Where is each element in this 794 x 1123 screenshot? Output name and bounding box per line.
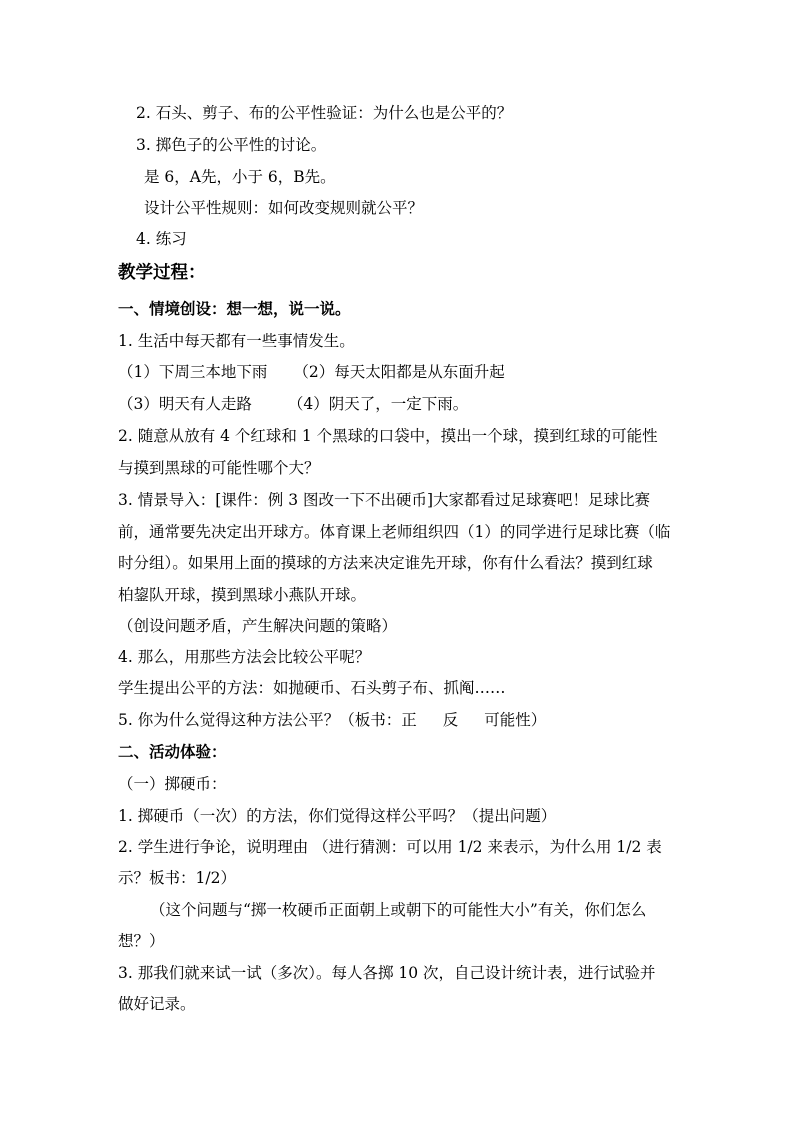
list-item: （3）明天有人走路 <box>118 395 252 413</box>
text-line: 3. 那我们就来试一试（多次）。每人各掷 10 次，自己设计统计表，进行试验并 <box>118 964 656 982</box>
text-line: 时分组）。如果用上面的摸球的方法来决定谁先开球，你有什么看法？摸到红球 <box>118 554 653 572</box>
text-line: 是 6，A先，小于 6，B先。 <box>144 168 336 186</box>
text-line: 柏鋆队开球，摸到黑球小燕队开球。 <box>118 586 367 604</box>
text-line: 1. 生活中每天都有一些事情发生。 <box>118 332 355 350</box>
text-line: 学生提出公平的方法：如抛硬币、石头剪子布、抓阄…… <box>118 679 506 697</box>
text-line: 3. 情景导入：[课件：例 3 图改一下不出硬币]大家都看过足球赛吧！足球比赛 <box>118 491 651 509</box>
list-item: （1）下周三本地下雨 <box>118 363 268 381</box>
text-segment: 反 <box>442 711 459 729</box>
text-line: 前，通常要先决定出开球方。体育课上老师组织四（1）的同学进行足球比赛（临 <box>118 523 671 541</box>
list-item: （2）每天太阳都是从东面升起 <box>293 363 505 381</box>
text-line: 4. 那么，用那些方法会比较公平呢？ <box>118 648 371 666</box>
section-heading: 一、情境创设：想一想，说一说。 <box>118 299 351 318</box>
subsection-heading: （一）掷硬币： <box>118 775 227 793</box>
text-line: 示？板书：1/2） <box>118 869 236 887</box>
text-line: 设计公平性规则：如何改变规则就公平？ <box>144 199 424 217</box>
text-line: 2. 学生进行争论，说明理由 （进行猜测：可以用 1/2 来表示，为什么用 1/2 表 <box>118 838 662 856</box>
text-line: 4. 练习 <box>136 230 187 248</box>
text-line <box>118 362 698 382</box>
text-line: 做好记录。 <box>118 995 196 1013</box>
text-line: 与摸到黑球的可能性哪个大？ <box>118 459 320 477</box>
text-line: 2. 石头、剪子、布的公平性验证：为什么也是公平的？ <box>136 104 513 122</box>
text-segment: 5. 你为什么觉得这种方法公平？（板书：正 <box>118 711 417 729</box>
text-line: （这个问题与“掷一枚硬币正面朝上或朝下的可能性大小”有关，你们怎么 <box>150 901 647 919</box>
section-heading: 教学过程： <box>118 263 206 283</box>
text-line <box>118 710 698 730</box>
text-segment: 可能性） <box>484 711 547 729</box>
text-line: 2. 随意从放有 4 个红球和 1 个黑球的口袋中，摸出一个球，摸到红球的可能性 <box>118 427 658 445</box>
text-line: 3. 掷色子的公平性的讨论。 <box>136 136 327 154</box>
list-item: （4）阴天了，一定下雨。 <box>287 395 469 413</box>
section-heading: 二、活动体验： <box>118 742 227 761</box>
text-line: 1. 掷硬币（一次）的方法，你们觉得这样公平吗？（提出问题） <box>118 807 557 825</box>
text-line: （创设问题矛盾，产生解决问题的策略） <box>118 617 398 635</box>
text-line: 想？） <box>118 932 165 950</box>
text-line <box>118 394 698 414</box>
